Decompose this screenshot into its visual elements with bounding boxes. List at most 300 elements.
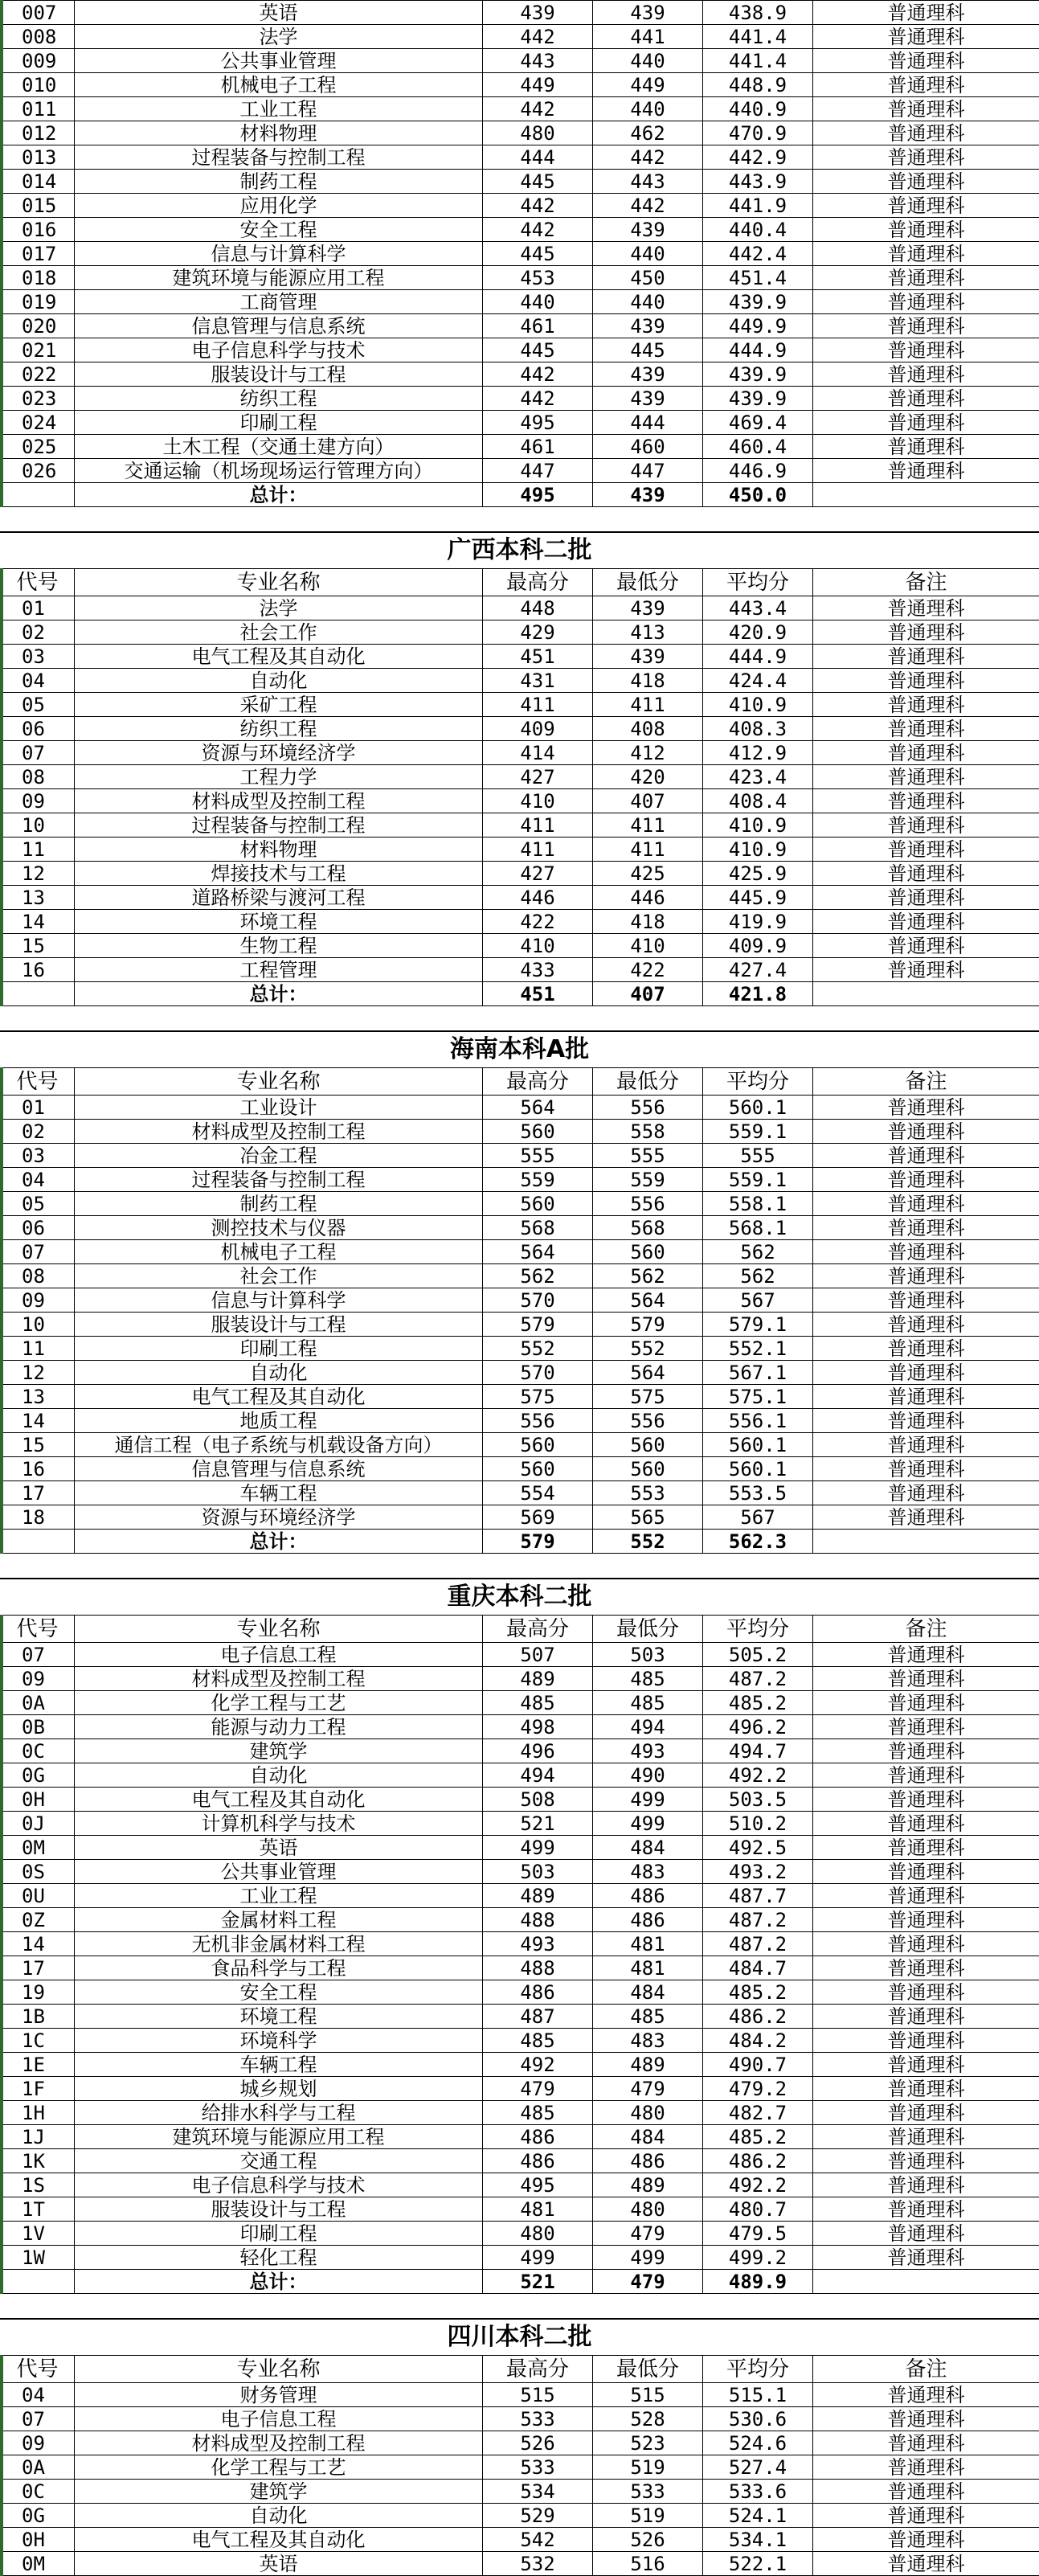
cell-code: 0A	[1, 1691, 75, 1715]
cell-max: 560	[483, 1433, 593, 1457]
table-row	[1, 1288, 1039, 1313]
column-header-major: 专业名称	[75, 1068, 483, 1096]
cell-major: 信息与计算科学	[75, 1288, 483, 1313]
cell-major: 道路桥梁与渡河工程	[75, 886, 483, 910]
cell-code: 04	[1, 1168, 75, 1192]
cell-min: 556	[593, 1409, 703, 1433]
cell-avg: 460.4	[703, 435, 813, 459]
cell-major: 金属材料工程	[75, 1908, 483, 1932]
cell-avg: 449.9	[703, 314, 813, 338]
cell-min: 439	[593, 362, 703, 387]
table-row	[1, 1168, 1039, 1192]
table-row	[1, 2149, 1039, 2173]
cell-major: 材料成型及控制工程	[75, 2431, 483, 2455]
cell-avg: 533.6	[703, 2480, 813, 2504]
total-avg: 421.8	[703, 982, 813, 1006]
cell-max: 480	[483, 2222, 593, 2246]
cell-avg: 524.1	[703, 2504, 813, 2528]
left-edge-band	[0, 1615, 3, 2294]
cell-code: 0M	[1, 2552, 75, 2576]
cell-note: 普通理科	[813, 49, 1039, 73]
table-row	[1, 2222, 1039, 2246]
cell-note: 普通理科	[813, 1505, 1039, 1530]
cell-max: 570	[483, 1288, 593, 1313]
cell-code: 023	[1, 387, 75, 411]
table-row	[1, 1956, 1039, 1980]
cell-max: 422	[483, 910, 593, 934]
table-row	[1, 741, 1039, 765]
cell-code: 0A	[1, 2455, 75, 2480]
cell-code: 026	[1, 459, 75, 483]
cell-major: 过程装备与控制工程	[75, 1168, 483, 1192]
table-row	[1, 934, 1039, 958]
cell-code: 0Z	[1, 1908, 75, 1932]
table-row	[1, 2246, 1039, 2270]
cell-code: 10	[1, 813, 75, 838]
cell-avg: 440.4	[703, 218, 813, 242]
cell-avg: 562	[703, 1240, 813, 1264]
cell-code: 17	[1, 1956, 75, 1980]
cell-major: 材料成型及控制工程	[75, 1120, 483, 1144]
cell-avg: 530.6	[703, 2407, 813, 2431]
cell-max: 529	[483, 2504, 593, 2528]
cell-min: 462	[593, 121, 703, 145]
cell-major: 机械电子工程	[75, 1240, 483, 1264]
section-title: 广西本科二批	[0, 531, 1039, 568]
cell-code: 09	[1, 1667, 75, 1691]
cell-max: 448	[483, 596, 593, 620]
total-avg: 489.9	[703, 2270, 813, 2294]
column-header-note: 备注	[813, 1068, 1039, 1096]
table-row	[1, 1385, 1039, 1409]
cell-avg: 444.9	[703, 645, 813, 669]
cell-min: 556	[593, 1096, 703, 1120]
cell-max: 440	[483, 290, 593, 314]
cell-major: 印刷工程	[75, 1337, 483, 1361]
cell-major: 无机非金属材料工程	[75, 1932, 483, 1956]
cell-major: 自动化	[75, 1361, 483, 1385]
cell-note: 普通理科	[813, 2053, 1039, 2077]
column-header-avg: 平均分	[703, 1068, 813, 1096]
cell-code: 017	[1, 242, 75, 266]
section-spacer	[0, 507, 1039, 531]
cell-major: 电气工程及其自动化	[75, 645, 483, 669]
cell-min: 494	[593, 1715, 703, 1739]
cell-code: 04	[1, 669, 75, 693]
cell-max: 533	[483, 2407, 593, 2431]
cell-avg: 445.9	[703, 886, 813, 910]
cell-avg: 440.9	[703, 97, 813, 121]
table-row	[1, 1980, 1039, 2005]
cell-max: 569	[483, 1505, 593, 1530]
cell-max: 486	[483, 1980, 593, 2005]
cell-min: 442	[593, 194, 703, 218]
cell-max: 560	[483, 1120, 593, 1144]
score-table	[0, 568, 1039, 1006]
cell-min: 450	[593, 266, 703, 290]
cell-note: 普通理科	[813, 862, 1039, 886]
total-max: 579	[483, 1530, 593, 1554]
cell-min: 552	[593, 1337, 703, 1361]
total-min: 552	[593, 1530, 703, 1554]
cell-min: 485	[593, 1667, 703, 1691]
table-row	[1, 1144, 1039, 1168]
cell-avg: 486.2	[703, 2005, 813, 2029]
total-note-empty	[813, 483, 1039, 507]
cell-note: 普通理科	[813, 1908, 1039, 1932]
cell-min: 519	[593, 2504, 703, 2528]
cell-major: 应用化学	[75, 194, 483, 218]
column-header-max: 最高分	[483, 569, 593, 596]
cell-code: 08	[1, 765, 75, 789]
table-header-row	[1, 1616, 1039, 1643]
cell-major: 法学	[75, 596, 483, 620]
cell-code: 0G	[1, 1763, 75, 1788]
cell-code: 13	[1, 1385, 75, 1409]
cell-max: 479	[483, 2077, 593, 2101]
cell-max: 427	[483, 862, 593, 886]
cell-note: 普通理科	[813, 2528, 1039, 2552]
cell-note: 普通理科	[813, 910, 1039, 934]
cell-avg: 479.2	[703, 2077, 813, 2101]
cell-code: 13	[1, 886, 75, 910]
cell-max: 485	[483, 1691, 593, 1715]
cell-major: 服装设计与工程	[75, 2197, 483, 2222]
cell-avg: 439.9	[703, 362, 813, 387]
cell-note: 普通理科	[813, 25, 1039, 49]
score-table	[0, 0, 1039, 507]
cell-avg: 441.4	[703, 49, 813, 73]
table-row	[1, 2077, 1039, 2101]
cell-min: 480	[593, 2197, 703, 2222]
cell-min: 489	[593, 2173, 703, 2197]
table-row	[1, 411, 1039, 435]
cell-note: 普通理科	[813, 194, 1039, 218]
cell-min: 422	[593, 958, 703, 982]
cell-max: 481	[483, 2197, 593, 2222]
cell-min: 484	[593, 1980, 703, 2005]
cell-min: 418	[593, 669, 703, 693]
cell-code: 14	[1, 1932, 75, 1956]
cell-note: 普通理科	[813, 2383, 1039, 2407]
total-note-empty	[813, 1530, 1039, 1554]
cell-max: 442	[483, 362, 593, 387]
cell-avg: 408.3	[703, 717, 813, 741]
table-row	[1, 2504, 1039, 2528]
left-edge-band	[0, 2355, 3, 2576]
cell-min: 515	[593, 2383, 703, 2407]
cell-min: 439	[593, 218, 703, 242]
cell-avg: 410.9	[703, 813, 813, 838]
cell-min: 443	[593, 170, 703, 194]
cell-avg: 485.2	[703, 2125, 813, 2149]
cell-max: 515	[483, 2383, 593, 2407]
cell-code: 010	[1, 73, 75, 97]
cell-min: 480	[593, 2101, 703, 2125]
cell-max: 444	[483, 145, 593, 170]
cell-max: 453	[483, 266, 593, 290]
cell-note: 普通理科	[813, 934, 1039, 958]
left-edge-band	[0, 568, 3, 1006]
table-row	[1, 765, 1039, 789]
cell-code: 10	[1, 1313, 75, 1337]
cell-max: 442	[483, 387, 593, 411]
total-label: 总计：	[75, 2270, 483, 2294]
cell-min: 479	[593, 2077, 703, 2101]
cell-major: 能源与动力工程	[75, 1715, 483, 1739]
cell-code: 1C	[1, 2029, 75, 2053]
section-spacer	[0, 2294, 1039, 2318]
column-header-max: 最高分	[483, 1068, 593, 1096]
cell-min: 486	[593, 1884, 703, 1908]
cell-note: 普通理科	[813, 1120, 1039, 1144]
cell-avg: 567	[703, 1288, 813, 1313]
cell-avg: 484.2	[703, 2029, 813, 2053]
cell-min: 516	[593, 2552, 703, 2576]
table-row	[1, 73, 1039, 97]
cell-note: 普通理科	[813, 958, 1039, 982]
table-row	[1, 596, 1039, 620]
cell-code: 16	[1, 958, 75, 982]
cell-major: 纺织工程	[75, 717, 483, 741]
cell-note: 普通理科	[813, 1715, 1039, 1739]
cell-avg: 443.4	[703, 596, 813, 620]
cell-min: 412	[593, 741, 703, 765]
cell-major: 印刷工程	[75, 2222, 483, 2246]
column-header-avg: 平均分	[703, 569, 813, 596]
cell-avg: 510.2	[703, 1812, 813, 1836]
cell-code: 012	[1, 121, 75, 145]
cell-max: 508	[483, 1788, 593, 1812]
cell-max: 488	[483, 1956, 593, 1980]
table-row	[1, 2455, 1039, 2480]
cell-major: 生物工程	[75, 934, 483, 958]
cell-note: 普通理科	[813, 266, 1039, 290]
cell-note: 普通理科	[813, 362, 1039, 387]
table-row	[1, 1932, 1039, 1956]
cell-major: 自动化	[75, 669, 483, 693]
cell-note: 普通理科	[813, 290, 1039, 314]
cell-code: 07	[1, 1643, 75, 1667]
cell-max: 411	[483, 813, 593, 838]
cell-avg: 441.9	[703, 194, 813, 218]
table-row	[1, 645, 1039, 669]
cell-avg: 469.4	[703, 411, 813, 435]
cell-avg: 487.2	[703, 1667, 813, 1691]
cell-min: 410	[593, 934, 703, 958]
cell-major: 信息与计算科学	[75, 242, 483, 266]
column-header-code: 代号	[1, 1616, 75, 1643]
cell-code: 02	[1, 1120, 75, 1144]
cell-max: 542	[483, 2528, 593, 2552]
cell-max: 427	[483, 765, 593, 789]
cell-note: 普通理科	[813, 314, 1039, 338]
total-max: 495	[483, 483, 593, 507]
cell-avg: 560.1	[703, 1457, 813, 1481]
column-header-code: 代号	[1, 2356, 75, 2383]
cell-min: 485	[593, 2005, 703, 2029]
cell-major: 环境工程	[75, 910, 483, 934]
cell-min: 560	[593, 1240, 703, 1264]
cell-max: 486	[483, 2149, 593, 2173]
cell-code: 06	[1, 1216, 75, 1240]
cell-code: 014	[1, 170, 75, 194]
cell-note: 普通理科	[813, 1240, 1039, 1264]
cell-max: 556	[483, 1409, 593, 1433]
cell-avg: 555	[703, 1144, 813, 1168]
cell-major: 材料成型及控制工程	[75, 789, 483, 813]
cell-avg: 425.9	[703, 862, 813, 886]
cell-major: 电子信息科学与技术	[75, 338, 483, 362]
cell-max: 495	[483, 2173, 593, 2197]
table-row	[1, 1739, 1039, 1763]
cell-code: 12	[1, 1361, 75, 1385]
cell-avg: 553.5	[703, 1481, 813, 1505]
cell-note: 普通理科	[813, 435, 1039, 459]
cell-code: 0M	[1, 1836, 75, 1860]
cell-max: 442	[483, 194, 593, 218]
table-row	[1, 958, 1039, 982]
cell-avg: 559.1	[703, 1120, 813, 1144]
cell-code: 03	[1, 645, 75, 669]
cell-major: 食品科学与工程	[75, 1956, 483, 1980]
column-header-code: 代号	[1, 1068, 75, 1096]
cell-min: 523	[593, 2431, 703, 2455]
cell-avg: 524.6	[703, 2431, 813, 2455]
cell-code: 1T	[1, 2197, 75, 2222]
cell-min: 490	[593, 1763, 703, 1788]
cell-code: 08	[1, 1264, 75, 1288]
cell-avg: 442.9	[703, 145, 813, 170]
cell-avg: 485.2	[703, 1980, 813, 2005]
cell-code: 09	[1, 2431, 75, 2455]
table-row	[1, 1643, 1039, 1667]
cell-major: 冶金工程	[75, 1144, 483, 1168]
cell-avg: 505.2	[703, 1643, 813, 1667]
cell-code: 05	[1, 693, 75, 717]
cell-note: 普通理科	[813, 1763, 1039, 1788]
cell-major: 工业工程	[75, 97, 483, 121]
cell-max: 570	[483, 1361, 593, 1385]
cell-avg: 420.9	[703, 620, 813, 645]
table-row	[1, 338, 1039, 362]
cell-note: 普通理科	[813, 1385, 1039, 1409]
cell-max: 579	[483, 1313, 593, 1337]
column-header-min: 最低分	[593, 1616, 703, 1643]
score-table	[0, 1615, 1039, 2294]
cell-max: 554	[483, 1481, 593, 1505]
cell-max: 560	[483, 1192, 593, 1216]
cell-max: 442	[483, 97, 593, 121]
column-header-major: 专业名称	[75, 2356, 483, 2383]
table-row	[1, 2125, 1039, 2149]
cell-major: 化学工程与工艺	[75, 1691, 483, 1715]
cell-avg: 410.9	[703, 693, 813, 717]
cell-major: 化学工程与工艺	[75, 2455, 483, 2480]
table-row	[1, 1240, 1039, 1264]
table-row	[1, 1216, 1039, 1240]
table-row	[1, 1, 1039, 25]
cell-major: 土木工程（交通土建方向）	[75, 435, 483, 459]
cell-min: 411	[593, 813, 703, 838]
table-row	[1, 2197, 1039, 2222]
cell-code: 07	[1, 1240, 75, 1264]
cell-avg: 444.9	[703, 338, 813, 362]
cell-max: 503	[483, 1860, 593, 1884]
cell-code: 008	[1, 25, 75, 49]
cell-code: 1K	[1, 2149, 75, 2173]
cell-avg: 424.4	[703, 669, 813, 693]
cell-code: 024	[1, 411, 75, 435]
table-row	[1, 242, 1039, 266]
cell-note: 普通理科	[813, 170, 1039, 194]
cell-min: 439	[593, 314, 703, 338]
cell-min: 559	[593, 1168, 703, 1192]
cell-avg: 496.2	[703, 1715, 813, 1739]
cell-code: 05	[1, 1192, 75, 1216]
cell-avg: 439.9	[703, 290, 813, 314]
cell-code: 01	[1, 1096, 75, 1120]
cell-avg: 567	[703, 1505, 813, 1530]
cell-min: 479	[593, 2222, 703, 2246]
table-row	[1, 459, 1039, 483]
cell-note: 普通理科	[813, 2125, 1039, 2149]
cell-min: 558	[593, 1120, 703, 1144]
cell-note: 普通理科	[813, 1144, 1039, 1168]
cell-major: 社会工作	[75, 1264, 483, 1288]
cell-major: 给排水科学与工程	[75, 2101, 483, 2125]
cell-min: 564	[593, 1288, 703, 1313]
cell-code: 16	[1, 1457, 75, 1481]
table-row	[1, 1691, 1039, 1715]
cell-code: 06	[1, 717, 75, 741]
table-row	[1, 1860, 1039, 1884]
score-table	[0, 1067, 1039, 1554]
cell-min: 407	[593, 789, 703, 813]
cell-note: 普通理科	[813, 2407, 1039, 2431]
cell-min: 413	[593, 620, 703, 645]
cell-note: 普通理科	[813, 1788, 1039, 1812]
table-row	[1, 717, 1039, 741]
cell-major: 工业工程	[75, 1884, 483, 1908]
cell-min: 485	[593, 1691, 703, 1715]
cell-avg: 438.9	[703, 1, 813, 25]
cell-max: 493	[483, 1932, 593, 1956]
cell-major: 资源与环境经济学	[75, 741, 483, 765]
cell-avg: 448.9	[703, 73, 813, 97]
cell-min: 562	[593, 1264, 703, 1288]
cell-major: 安全工程	[75, 1980, 483, 2005]
cell-avg: 487.2	[703, 1908, 813, 1932]
cell-min: 408	[593, 717, 703, 741]
cell-major: 车辆工程	[75, 2053, 483, 2077]
cell-max: 494	[483, 1763, 593, 1788]
cell-code: 0C	[1, 1739, 75, 1763]
table-row	[1, 1763, 1039, 1788]
cell-max: 431	[483, 669, 593, 693]
cell-code: 0B	[1, 1715, 75, 1739]
table-row	[1, 1409, 1039, 1433]
cell-note: 普通理科	[813, 1739, 1039, 1763]
cell-code: 1J	[1, 2125, 75, 2149]
cell-code: 02	[1, 620, 75, 645]
table-row	[1, 1836, 1039, 1860]
cell-code: 17	[1, 1481, 75, 1505]
cell-avg: 443.9	[703, 170, 813, 194]
cell-avg: 568.1	[703, 1216, 813, 1240]
cell-note: 普通理科	[813, 1980, 1039, 2005]
table-row	[1, 1120, 1039, 1144]
